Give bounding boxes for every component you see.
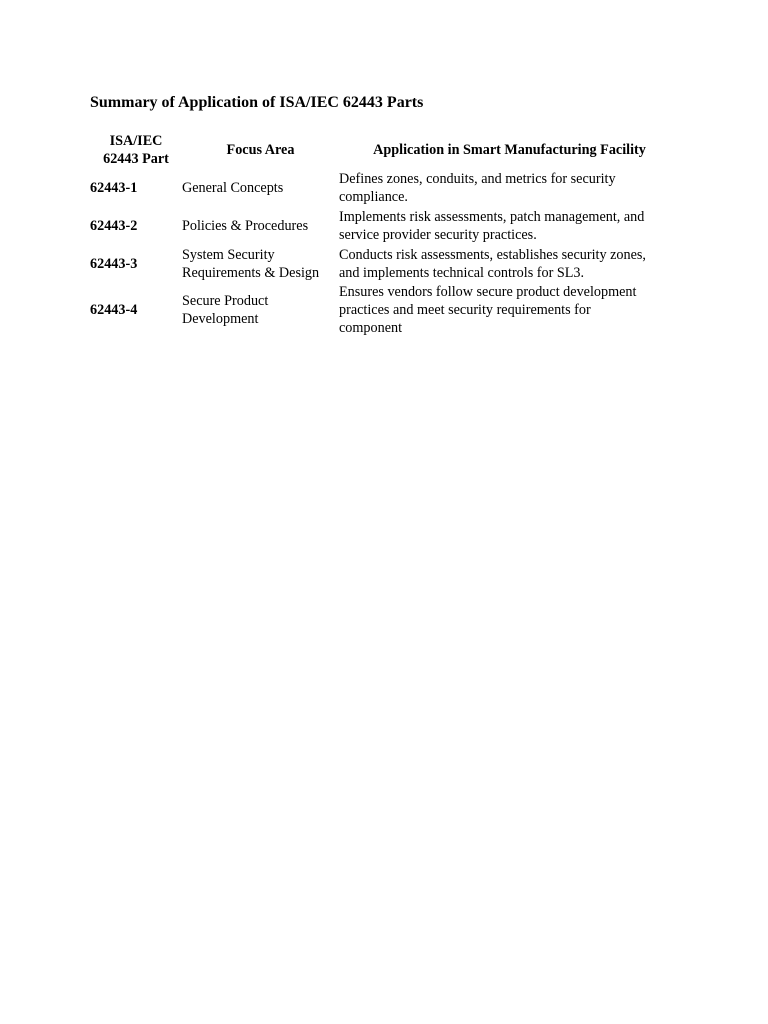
table-header-row: [90, 131, 680, 169]
application-cell: [339, 170, 680, 206]
focus-line: System Security: [182, 246, 275, 263]
application-line: Conducts risk assessments, establishes security zones,: [339, 246, 646, 263]
focus-line: Policies & Procedures: [182, 218, 309, 234]
table-row: [90, 169, 680, 207]
header-part-line: ISA/IEC: [109, 133, 163, 149]
table-row: [90, 245, 680, 282]
summary-table: [90, 131, 680, 337]
part-cell: 62443-2: [90, 218, 138, 234]
document-title: Summary of Application of ISA/IEC 62443 Parts: [90, 94, 424, 111]
application-line: Ensures vendors follow secure product development: [339, 283, 637, 300]
focus-cell: [182, 217, 339, 235]
application-line: compliance.: [339, 189, 408, 205]
application-line: Defines zones, conduits, and metrics for security: [339, 171, 616, 187]
header-part: [90, 132, 182, 168]
application-line: component: [339, 319, 403, 336]
header-focus-area: Focus Area: [226, 142, 295, 158]
header-part-line: 62443 Part: [103, 151, 169, 167]
focus-line: Requirements & Design: [182, 264, 320, 281]
focus-cell: [182, 179, 339, 197]
application-line: and implements technical controls for SL3.: [339, 264, 585, 281]
application-line: service provider security practices.: [339, 227, 537, 243]
application-cell: [339, 283, 680, 337]
table-row: [90, 207, 680, 245]
focus-line: General Concepts: [182, 180, 284, 196]
focus-cell: [182, 292, 339, 328]
part-cell: 62443-3: [90, 255, 138, 272]
application-cell: [339, 246, 680, 282]
header-application: Application in Smart Manufacturing Facility: [373, 142, 646, 158]
table-row: [90, 282, 680, 337]
focus-cell: [182, 246, 339, 282]
application-line: practices and meet security requirements for: [339, 301, 591, 318]
focus-line: Secure Product: [182, 292, 269, 309]
part-cell: 62443-4: [90, 301, 138, 318]
part-cell: 62443-1: [90, 180, 138, 196]
focus-line: Development: [182, 310, 259, 327]
application-line: Implements risk assessments, patch management, and: [339, 209, 645, 225]
application-cell: [339, 208, 680, 244]
